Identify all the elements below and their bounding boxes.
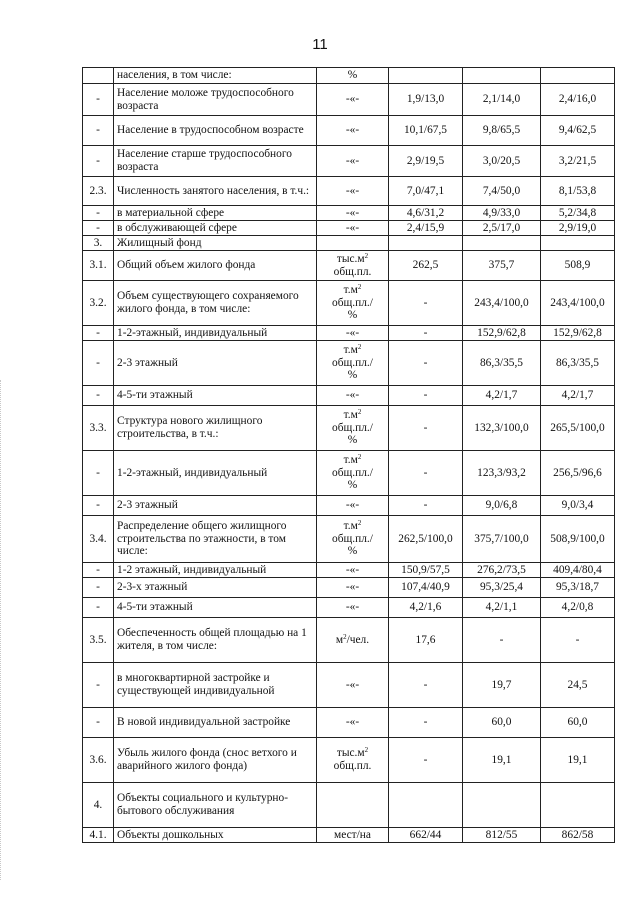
table-row [83,84,615,116]
value-cell-1: 7,0/47,1 [389,177,463,206]
value-cell-3: 19,1 [541,738,615,783]
table-row [83,221,615,236]
value-cell-1: 2,4/15,9 [389,221,463,236]
unit-cell: -«- [317,326,389,341]
value-cell-1: - [389,326,463,341]
table-row [83,251,615,281]
value-cell-1: - [389,496,463,516]
value-cell-3: 3,2/21,5 [541,146,615,177]
value-cell-1 [389,68,463,84]
value-cell-1: 262,5/100,0 [389,516,463,563]
value-cell-1: 4,2/1,6 [389,598,463,618]
indicator-name-cell: 2-3 этажный [114,341,317,386]
indicator-name-cell: в многоквартирной застройке и существующей индивидуальной [114,663,317,708]
table-row [83,406,615,451]
value-cell-2: 375,7/100,0 [463,516,541,563]
unit-cell: -«- [317,221,389,236]
indicator-name-cell: Структура нового жилищного строительства, в т.ч.: [114,406,317,451]
unit-cell: % [317,68,389,84]
value-cell-2: 812/55 [463,828,541,843]
unit-cell: -«- [317,177,389,206]
row-number-cell [83,68,114,84]
unit-cell [317,236,389,251]
value-cell-3: 409,4/80,4 [541,563,615,578]
value-cell-1: - [389,663,463,708]
indicator-name-cell: Объекты дошкольных [114,828,317,843]
row-number-cell: - [83,386,114,406]
row-number-cell: - [83,206,114,221]
unit-cell: $т.м^2$ общ.пл./ % [317,281,389,326]
value-cell-2: 375,7 [463,251,541,281]
row-number-cell: - [83,663,114,708]
page-number: 11 [312,36,328,53]
unit-cell [317,783,389,828]
unit-cell: -«- [317,598,389,618]
indicator-name-cell: 1-2-этажный, индивидуальный [114,451,317,496]
value-cell-3: 508,9 [541,251,615,281]
indicator-name-cell: Жилищный фонд [114,236,317,251]
value-cell-2: - [463,618,541,663]
unit-cell: $т.м^2$ общ.пл./ % [317,406,389,451]
value-cell-3 [541,783,615,828]
indicator-name-cell: 4-5-ти этажный [114,386,317,406]
value-cell-2: 86,3/35,5 [463,341,541,386]
row-number-cell: - [83,578,114,598]
row-number-cell: - [83,496,114,516]
value-cell-3: 4,2/0,8 [541,598,615,618]
value-cell-3: 508,9/100,0 [541,516,615,563]
table-row [83,663,615,708]
row-number-cell: - [83,451,114,496]
value-cell-3 [541,236,615,251]
table-row [83,783,615,828]
indicator-name-cell: 1-2-этажный, индивидуальный [114,326,317,341]
value-cell-1: - [389,451,463,496]
unit-cell: -«- [317,84,389,116]
row-number-cell: 3.6. [83,738,114,783]
indicator-name-cell: Обеспеченность общей площадью на 1 жителя, в том числе: [114,618,317,663]
row-number-cell: 3.2. [83,281,114,326]
indicator-name-cell: Распределение общего жилищного строительства по этажности, в том числе: [114,516,317,563]
value-cell-3: 86,3/35,5 [541,341,615,386]
unit-cell: -«- [317,146,389,177]
unit-cell: -«- [317,563,389,578]
value-cell-1: 10,1/67,5 [389,116,463,146]
table-row [83,578,615,598]
value-cell-1: 1,9/13,0 [389,84,463,116]
value-cell-2: 9,8/65,5 [463,116,541,146]
value-cell-1: 150,9/57,5 [389,563,463,578]
unit-cell: $м^2$/чел. [317,618,389,663]
unit-cell: $т.м^2$ общ.пл./ % [317,451,389,496]
value-cell-2 [463,236,541,251]
value-cell-2: 95,3/25,4 [463,578,541,598]
row-number-cell: 3.5. [83,618,114,663]
value-cell-3: 243,4/100,0 [541,281,615,326]
row-number-cell: - [83,326,114,341]
unit-cell: -«- [317,663,389,708]
value-cell-3: 8,1/53,8 [541,177,615,206]
value-cell-2: 4,2/1,7 [463,386,541,406]
value-cell-3: 2,4/16,0 [541,84,615,116]
value-cell-2: 132,3/100,0 [463,406,541,451]
indicator-name-cell: В новой индивидуальной застройке [114,708,317,738]
value-cell-2 [463,783,541,828]
value-cell-1 [389,236,463,251]
value-cell-3: 2,9/19,0 [541,221,615,236]
row-number-cell: - [83,341,114,386]
value-cell-3: 9,4/62,5 [541,116,615,146]
row-number-cell: 4.1. [83,828,114,843]
value-cell-3: 24,5 [541,663,615,708]
value-cell-1: - [389,281,463,326]
value-cell-2: 9,0/6,8 [463,496,541,516]
indicator-name-cell: Население старше трудоспособного возраста [114,146,317,177]
table-row [83,618,615,663]
indicator-table [82,67,615,843]
table-row [83,116,615,146]
table-row [83,326,615,341]
indicator-table-body [83,68,615,843]
row-number-cell: 3.4. [83,516,114,563]
row-number-cell: - [83,84,114,116]
value-cell-2 [463,68,541,84]
value-cell-3 [541,68,615,84]
unit-cell: $т.м^2$ общ.пл./ % [317,341,389,386]
row-number-cell: 3. [83,236,114,251]
value-cell-3: 4,2/1,7 [541,386,615,406]
row-number-cell: - [83,598,114,618]
value-cell-2: 2,5/17,0 [463,221,541,236]
value-cell-1: 662/44 [389,828,463,843]
table-row [83,206,615,221]
value-cell-1: - [389,738,463,783]
value-cell-2: 152,9/62,8 [463,326,541,341]
table-row [83,386,615,406]
page-edge-marks [0,380,5,880]
value-cell-2: 2,1/14,0 [463,84,541,116]
value-cell-2: 19,1 [463,738,541,783]
value-cell-1: 262,5 [389,251,463,281]
indicator-name-cell: Объем существующего сохраняемого жилого фонда, в том числе: [114,281,317,326]
table-row [83,177,615,206]
table-row [83,496,615,516]
indicator-name-cell: Население в трудоспособном возрасте [114,116,317,146]
value-cell-1: - [389,386,463,406]
row-number-cell: - [83,708,114,738]
table-row [83,598,615,618]
unit-cell: -«- [317,496,389,516]
value-cell-1 [389,783,463,828]
value-cell-1: - [389,341,463,386]
value-cell-1: 4,6/31,2 [389,206,463,221]
unit-cell: -«- [317,386,389,406]
value-cell-2: 276,2/73,5 [463,563,541,578]
row-number-cell: - [83,146,114,177]
table-row [83,146,615,177]
table-row [83,708,615,738]
row-number-cell: 3.1. [83,251,114,281]
indicator-name-cell: Убыль жилого фонда (снос ветхого и аварийного жилого фонда) [114,738,317,783]
indicator-name-cell: Объекты социального и культурно-бытового обслуживания [114,783,317,828]
indicator-name-cell: Общий объем жилого фонда [114,251,317,281]
table-row [83,738,615,783]
indicator-name-cell: в материальной сфере [114,206,317,221]
row-number-cell: - [83,221,114,236]
unit-cell: $тыс.м^2$ общ.пл. [317,251,389,281]
value-cell-1: 2,9/19,5 [389,146,463,177]
value-cell-3: 256,5/96,6 [541,451,615,496]
table-row [83,516,615,563]
value-cell-3: 152,9/62,8 [541,326,615,341]
row-number-cell: 4. [83,783,114,828]
indicator-name-cell: Население моложе трудоспособного возраста [114,84,317,116]
indicator-name-cell: 1-2 этажный, индивидуальный [114,563,317,578]
unit-cell: $т.м^2$ общ.пл./ % [317,516,389,563]
unit-cell: -«- [317,116,389,146]
row-number-cell: 3.3. [83,406,114,451]
unit-cell: -«- [317,708,389,738]
unit-cell: мест/на [317,828,389,843]
value-cell-2: 4,9/33,0 [463,206,541,221]
value-cell-3: 862/58 [541,828,615,843]
value-cell-2: 3,0/20,5 [463,146,541,177]
table-row [83,451,615,496]
table-row [83,68,615,84]
indicator-name-cell: 2-3 этажный [114,496,317,516]
unit-cell: -«- [317,206,389,221]
table-row [83,828,615,843]
table-row [83,341,615,386]
indicator-name-cell: 2-3-х этажный [114,578,317,598]
value-cell-2: 243,4/100,0 [463,281,541,326]
value-cell-3: 265,5/100,0 [541,406,615,451]
value-cell-2: 19,7 [463,663,541,708]
row-number-cell: - [83,563,114,578]
row-number-cell: - [83,116,114,146]
table-row [83,281,615,326]
table-row [83,563,615,578]
value-cell-3: 5,2/34,8 [541,206,615,221]
indicator-name-cell: населения, в том числе: [114,68,317,84]
indicator-name-cell: в обслуживающей сфере [114,221,317,236]
unit-cell: $тыс.м^2$ общ.пл. [317,738,389,783]
value-cell-1: 17,6 [389,618,463,663]
value-cell-1: - [389,406,463,451]
value-cell-2: 123,3/93,2 [463,451,541,496]
value-cell-3: 9,0/3,4 [541,496,615,516]
value-cell-3: 95,3/18,7 [541,578,615,598]
value-cell-3: 60,0 [541,708,615,738]
indicator-name-cell: Численность занятого населения, в т.ч.: [114,177,317,206]
indicator-name-cell: 4-5-ти этажный [114,598,317,618]
table-row [83,236,615,251]
value-cell-2: 7,4/50,0 [463,177,541,206]
row-number-cell: 2.3. [83,177,114,206]
value-cell-2: 4,2/1,1 [463,598,541,618]
value-cell-1: - [389,708,463,738]
value-cell-3: - [541,618,615,663]
value-cell-1: 107,4/40,9 [389,578,463,598]
unit-cell: -«- [317,578,389,598]
value-cell-2: 60,0 [463,708,541,738]
